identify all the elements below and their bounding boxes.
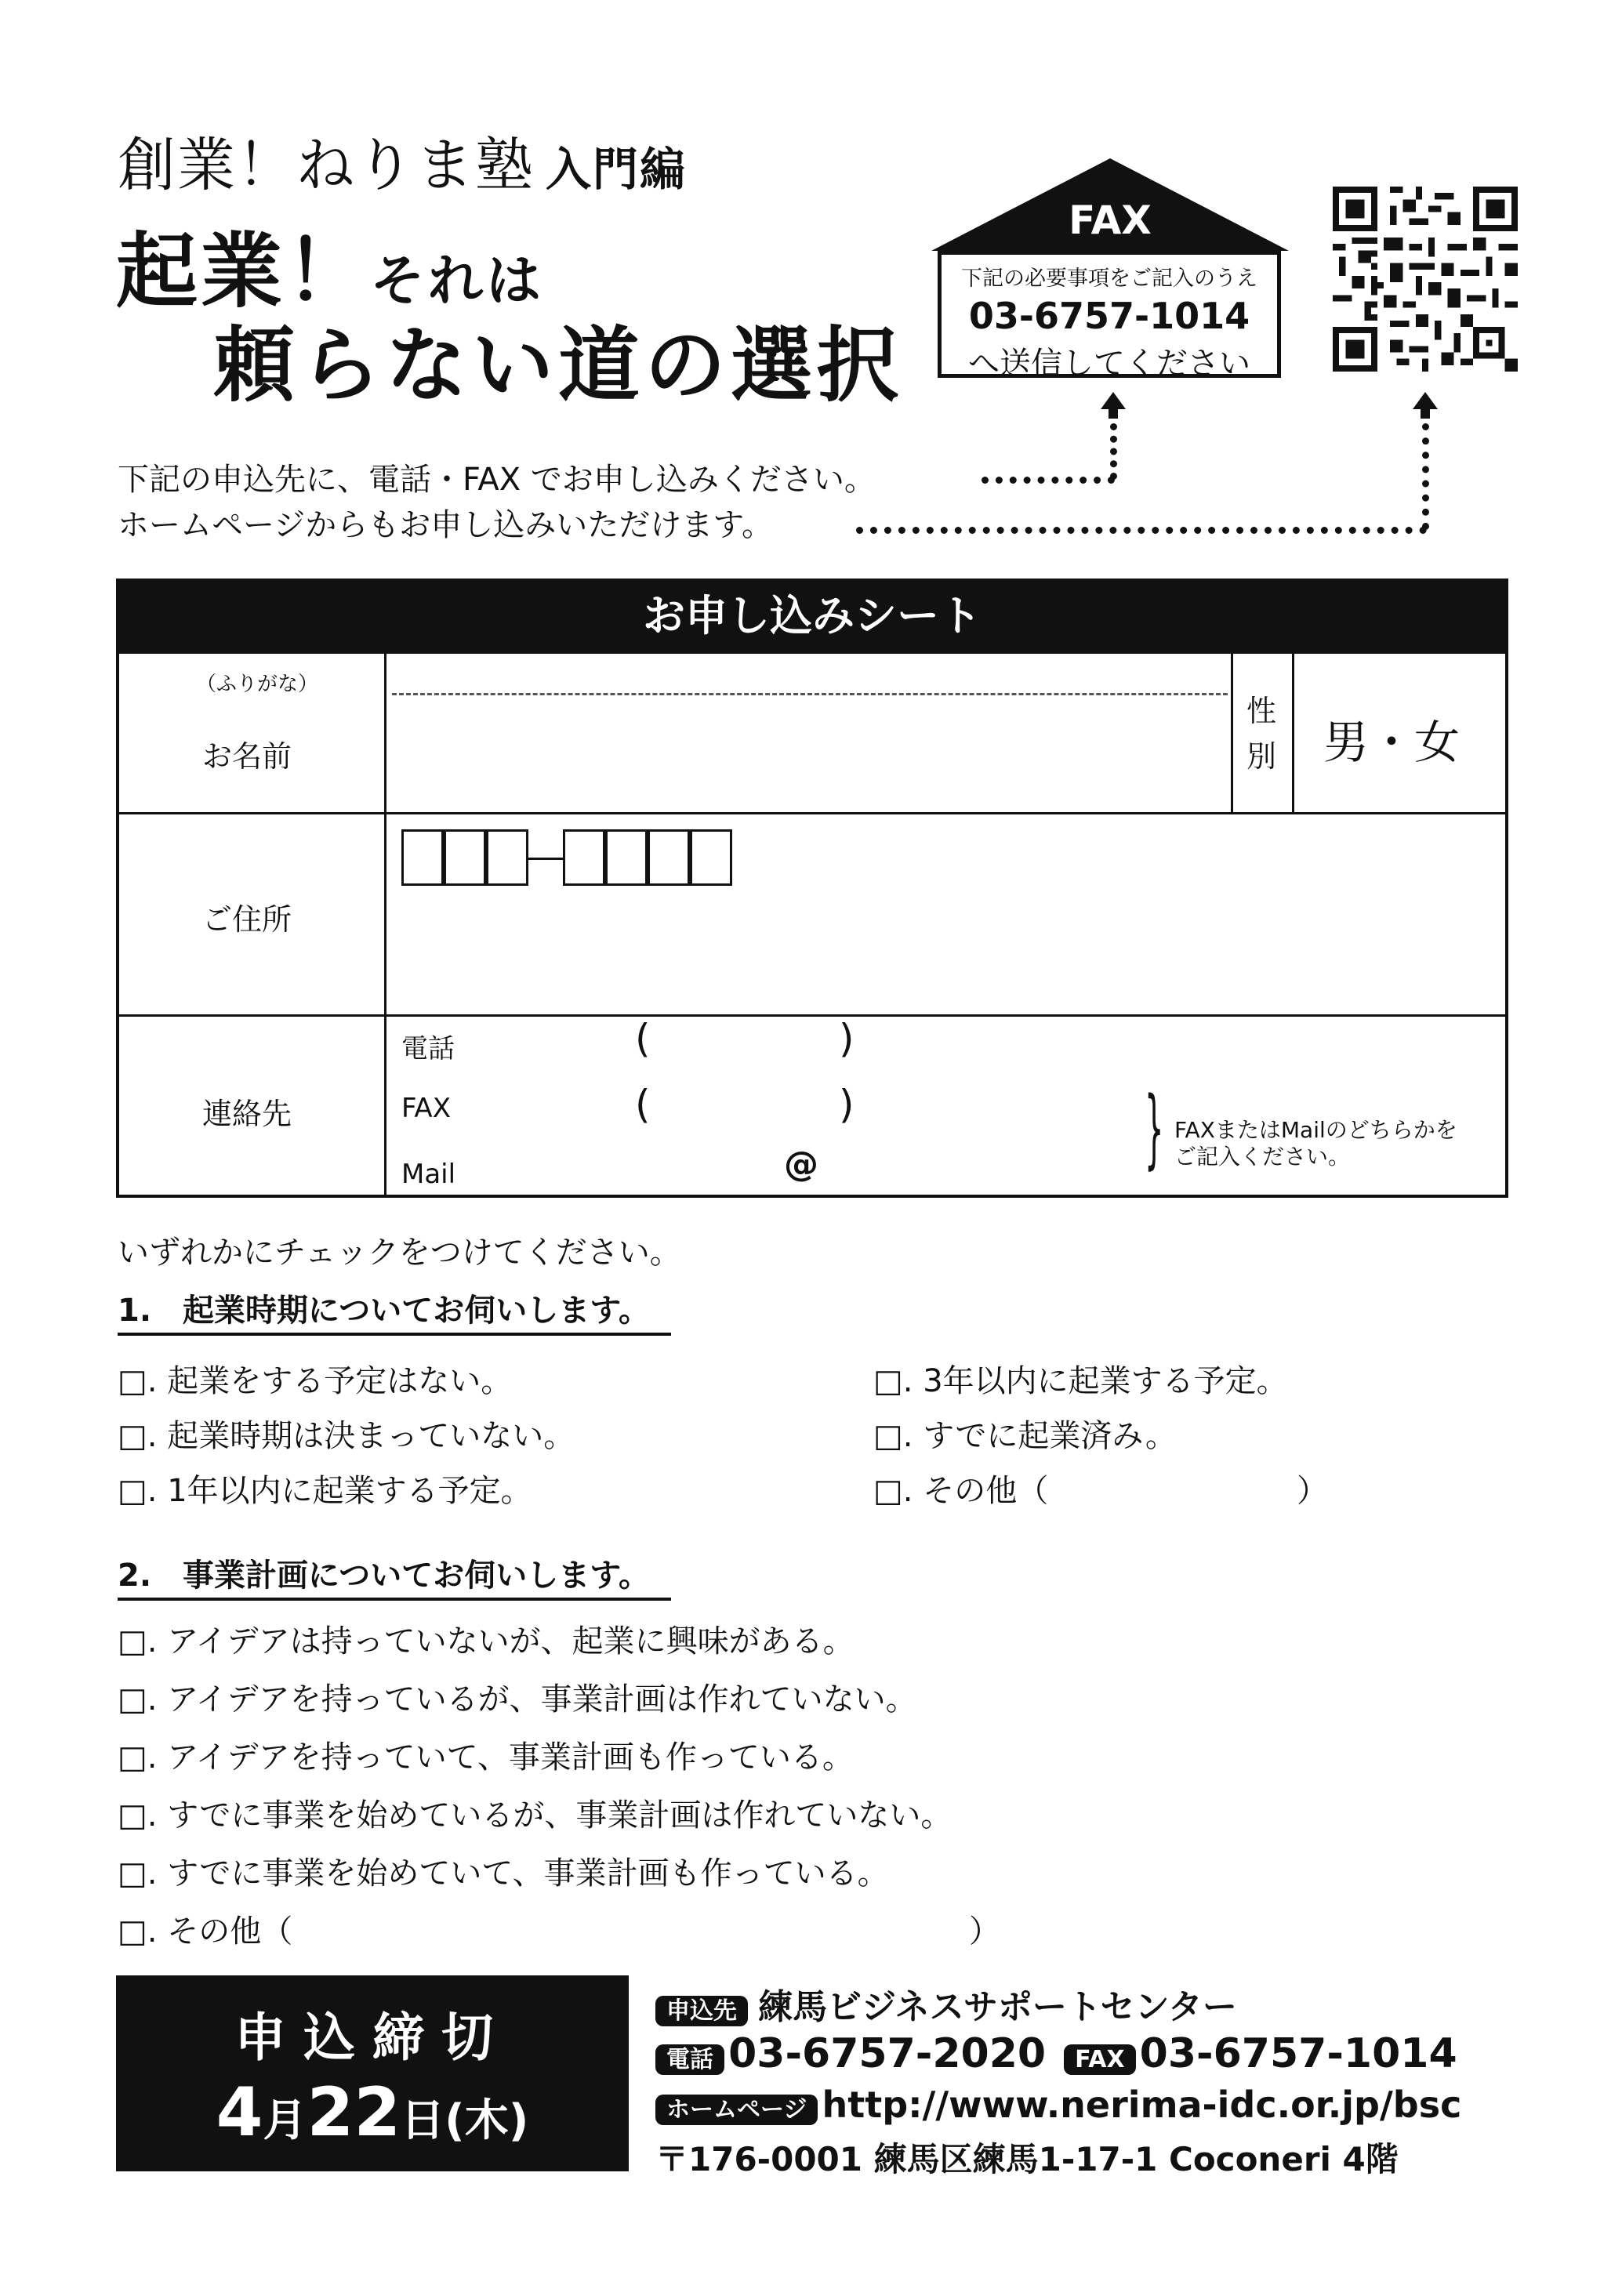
deadline-label: 申込締切 [234, 2008, 510, 2068]
intro-line1: 下記の申込先に、電話・FAX でお申し込みください。 [118, 462, 876, 498]
tel-paren-open: ( [635, 1016, 651, 1061]
contact-url-row [655, 2084, 1461, 2126]
mail-at: @ [784, 1144, 818, 1184]
q1-option-other[interactable]: □. その他（ [873, 1473, 1049, 1509]
zip-box[interactable] [486, 829, 528, 886]
intro-line2: ホームページからもお申し込みいただけます。 [118, 507, 773, 543]
deadline-date [116, 2073, 629, 2152]
fax-line3: へ送信してください [968, 346, 1250, 382]
fax-number: 03-6757-1014 [968, 295, 1250, 337]
zip-box[interactable] [605, 829, 648, 886]
zip-box[interactable] [563, 829, 605, 886]
qr-code[interactable] [1333, 187, 1518, 372]
q1-option-3[interactable]: □. 1年以内に起業する予定。 [118, 1473, 532, 1509]
arrow-up-icon [1098, 389, 1129, 420]
homepage-tag: ホームページ [655, 2095, 818, 2125]
main-title-part-a: 起業！ [116, 223, 371, 319]
series-name: 創業！ねりま塾 [118, 132, 535, 199]
q1-underline [118, 1333, 671, 1336]
furigana-label: （ふりがな） [196, 673, 319, 696]
contact-note-1: FAXまたはMailのどちらかを [1174, 1117, 1457, 1143]
q2-option-3[interactable]: □. アイデアを持っていて、事業計画も作っている。 [118, 1739, 854, 1776]
deadline-day: 22 [307, 2073, 401, 2152]
deadline-weekday: (木) [445, 2095, 529, 2146]
q2-option-1[interactable]: □. アイデアは持っていないが、起業に興味がある。 [118, 1623, 855, 1659]
row-divider [116, 1014, 1508, 1017]
furigana-line [392, 693, 1228, 695]
mail-field[interactable] [502, 1149, 1145, 1193]
fax-number-footer: 03-6757-1014 [1139, 2030, 1457, 2077]
fax-paren-close: ) [839, 1082, 855, 1127]
deadline-month: 4 [216, 2073, 263, 2152]
form-title: お申し込みシート [116, 579, 1508, 654]
fax-roof-label: FAX [1069, 198, 1152, 243]
tel-number[interactable]: 03-6757-2020 [728, 2030, 1047, 2077]
arrow-dotted-line-web-vertical [1422, 423, 1429, 530]
deadline-day-unit: 日 [401, 2095, 445, 2146]
sex-options[interactable]: 男・女 [1323, 716, 1461, 769]
sex-label-1: 性 [1246, 694, 1277, 728]
zip-box[interactable] [690, 829, 732, 886]
contact-org-row [655, 1979, 1237, 2029]
org-name: 練馬ビジネスサポートセンター [758, 1987, 1237, 2027]
sex-label-2: 別 [1246, 739, 1277, 774]
address-field[interactable] [392, 894, 1505, 1011]
zip-hyphen [528, 858, 563, 860]
q1-title: 1. 起業時期についてお伺いします。 [118, 1293, 651, 1329]
zip-box[interactable] [648, 829, 690, 886]
column-divider [1292, 654, 1294, 812]
mail-label: Mail [401, 1159, 456, 1190]
arrow-up-icon [1410, 389, 1441, 420]
column-divider [1231, 654, 1233, 812]
arrow-dotted-line-fax-horizontal [982, 477, 1115, 484]
q1-option-2[interactable]: □. 起業時期は決まっていない。 [118, 1418, 575, 1454]
series-title [118, 119, 687, 202]
address-label: ご住所 [202, 902, 292, 937]
contact-note-2: ご記入ください。 [1174, 1144, 1351, 1170]
fax-line1: 下記の必要事項をご記入のうえ [961, 267, 1257, 291]
furigana-field[interactable] [392, 657, 1228, 691]
fax-instruction-box [938, 251, 1281, 382]
fax-tag: FAX [1064, 2044, 1135, 2075]
q2-option-2[interactable]: □. アイデアを持っているが、事業計画は作れていない。 [118, 1681, 917, 1717]
tel-field[interactable] [502, 1024, 1145, 1071]
tel-paren-close: ) [839, 1016, 855, 1061]
deadline-month-unit: 月 [263, 2095, 307, 2146]
name-label: お名前 [202, 739, 292, 774]
row-divider [116, 812, 1508, 814]
fax-field[interactable] [502, 1088, 1145, 1135]
series-subtitle: 入門編 [546, 143, 688, 196]
arrow-dotted-line-fax-vertical [1110, 423, 1117, 480]
zip-box[interactable] [444, 829, 486, 886]
q2-title: 2. 事業計画についてお伺いします。 [118, 1558, 651, 1594]
q1-option-1[interactable]: □. 起業をする予定はない。 [118, 1363, 513, 1399]
zip-box[interactable] [401, 829, 444, 886]
name-field[interactable] [392, 696, 1228, 809]
check-instruction: いずれかにチェックをつけてください。 [118, 1235, 681, 1271]
apply-tag: 申込先 [655, 1996, 748, 2026]
homepage-url[interactable]: http://www.nerima-idc.or.jp/bsc [822, 2084, 1462, 2126]
arrow-dotted-line-web-horizontal [856, 527, 1427, 534]
q2-option-4[interactable]: □. すでに事業を始めているが、事業計画は作れていない。 [118, 1797, 953, 1834]
fax-label: FAX [401, 1093, 451, 1124]
q1-option-4[interactable]: □. 3年以内に起業する予定。 [873, 1363, 1288, 1399]
fax-paren-open: ( [635, 1082, 651, 1127]
postal-address: 〒176-0001 練馬区練馬1-17-1 Coconeri 4階 [655, 2140, 1399, 2178]
q2-option-other-close: ） [969, 1913, 1000, 1950]
tel-tag: 電話 [655, 2044, 724, 2075]
contact-label: 連絡先 [202, 1097, 292, 1131]
tel-label: 電話 [401, 1033, 455, 1065]
deadline-box [116, 1975, 629, 2171]
q2-option-5[interactable]: □. すでに事業を始めていて、事業計画も作っている。 [118, 1855, 889, 1892]
main-title-part-b: それは [370, 248, 545, 313]
note-brace: } [1145, 1078, 1164, 1178]
q1-option-5[interactable]: □. すでに起業済み。 [873, 1418, 1177, 1454]
q2-option-other[interactable]: □. その他（ [118, 1913, 293, 1950]
contact-phone-row [655, 2030, 1457, 2077]
q2-underline [118, 1598, 671, 1601]
column-divider [384, 654, 386, 1198]
q1-option-other-close: ） [1297, 1473, 1328, 1509]
main-title-line2: 頼らない道の選択 [213, 317, 904, 413]
